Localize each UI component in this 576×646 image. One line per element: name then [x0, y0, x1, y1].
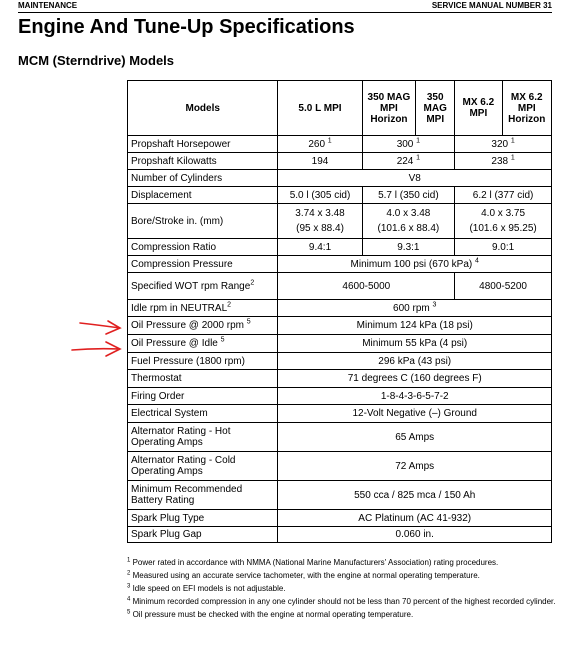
footnote-ref: 2	[250, 279, 255, 287]
column-header: Models	[128, 81, 278, 136]
footnote-ref: 3	[432, 301, 437, 309]
row-label: Oil Pressure @ Idle $^5$	[128, 335, 278, 353]
cell-value: 65 Amps	[278, 423, 552, 452]
column-header: MX 6.2 MPI	[455, 81, 502, 136]
table-row	[128, 510, 552, 527]
row-label: Propshaft Kilowatts	[128, 153, 278, 170]
row-label: Electrical System	[128, 405, 278, 423]
cell-value: 6.2 l (377 cid)	[455, 187, 552, 204]
table-row	[128, 452, 552, 481]
cell-value: 4800-5200	[455, 273, 552, 300]
cell-value: 296 kPa (43 psi)	[278, 353, 552, 370]
table-row	[128, 481, 552, 510]
table-row	[128, 300, 552, 317]
footnote-ref: 1	[416, 137, 421, 145]
table-row	[128, 187, 552, 204]
row-label: Alternator Rating - Cold Operating Amps	[128, 452, 278, 481]
row-label: Firing Order	[128, 388, 278, 405]
footnote-ref: 1	[416, 154, 421, 162]
footnote: $^2$ Measured using an accurate service tachometer, with the engine at normal operating temperature.	[127, 570, 480, 580]
section-subtitle: MCM (Sterndrive) Models	[18, 53, 175, 68]
column-header: 350 MAG MPI	[416, 81, 455, 136]
footnote-ref: 5	[220, 336, 225, 344]
table-row	[128, 170, 552, 187]
column-header: MX 6.2 MPI Horizon	[502, 81, 551, 136]
cell-value: 4600-5000	[278, 273, 455, 300]
cell-value: 320 $^1$	[455, 136, 552, 153]
cell-value: 224 $^1$	[362, 153, 455, 170]
cell-value: 0.060 in.	[278, 527, 552, 543]
cell-value: 550 cca / 825 mca / 150 Ah	[278, 481, 552, 510]
column-header: 5.0 L MPI	[278, 81, 362, 136]
row-label: Compression Ratio	[128, 239, 278, 256]
cell-value: V8	[278, 170, 552, 187]
footnote-ref: 4	[475, 257, 479, 265]
footnote-ref: 1	[327, 137, 332, 145]
cell-value: 194	[278, 153, 362, 170]
footnote-ref: 2	[227, 301, 232, 309]
footnote: $^4$ Minimum recorded compression in any one cylinder should not be less than 70 percent of the highest recorded cylinder.	[127, 596, 556, 606]
footnote: $^3$ Idle speed on EFI models is not adjustable.	[127, 583, 286, 593]
cell-value: 9.3:1	[362, 239, 455, 256]
row-label: Compression Pressure	[128, 256, 278, 273]
table-row	[128, 317, 552, 335]
row-label: Specified WOT rpm Range$^2$	[128, 273, 278, 300]
cell-value: 5.7 l (350 cid)	[362, 187, 455, 204]
arrow-stroke	[72, 342, 120, 356]
cell-value: 4.0 x 3.48 (101.6 x 88.4)	[362, 204, 455, 239]
table-row	[128, 388, 552, 405]
cell-value: 300 $^1$	[362, 136, 455, 153]
table-row	[128, 335, 552, 353]
cell-value: 238 $^1$	[455, 153, 552, 170]
row-label: Oil Pressure @ 2000 rpm $^5$	[128, 317, 278, 335]
column-header: 350 MAG MPI Horizon	[362, 81, 416, 136]
table-row	[128, 370, 552, 388]
manual-number: SERVICE MANUAL NUMBER 31	[431, 1, 552, 10]
arrow-stroke	[80, 321, 120, 334]
page-header	[18, 0, 552, 13]
table-row	[128, 239, 552, 256]
table-row	[128, 273, 552, 300]
cell-value: 9.4:1	[278, 239, 362, 256]
row-label: Spark Plug Gap	[128, 527, 278, 543]
row-label: Minimum Recommended Battery Rating	[128, 481, 278, 510]
table-row	[128, 153, 552, 170]
footnote-ref: 1	[510, 154, 515, 162]
cell-value: 9.0:1	[455, 239, 552, 256]
row-label: Propshaft Horsepower	[128, 136, 278, 153]
footnotes	[127, 557, 557, 622]
red-arrow-icon	[70, 339, 124, 359]
row-label: Idle rpm in NEUTRAL$^2$	[128, 300, 278, 317]
red-arrow-icon	[78, 319, 124, 337]
footnote: $^5$ Oil pressure must be checked with the engine at normal operating temperature.	[127, 609, 414, 619]
cell-value: Minimum 124 kPa (18 psi)	[278, 317, 552, 335]
row-label: Number of Cylinders	[128, 170, 278, 187]
footnote-ref: 5	[246, 318, 251, 326]
row-label: Bore/Stroke in. (mm)	[128, 204, 278, 239]
cell-value: 12-Volt Negative (–) Ground	[278, 405, 552, 423]
table-row	[128, 256, 552, 273]
row-label: Spark Plug Type	[128, 510, 278, 527]
section-label: MAINTENANCE	[18, 1, 78, 10]
page-title: Engine And Tune-Up Specifications	[18, 16, 355, 38]
specifications-table	[127, 80, 552, 543]
table-row	[128, 204, 552, 239]
row-label: Thermostat	[128, 370, 278, 388]
row-label: Alternator Rating - Hot Operating Amps	[128, 423, 278, 452]
cell-value: 72 Amps	[278, 452, 552, 481]
cell-value: 600 rpm $^3$	[278, 300, 552, 317]
cell-value: Minimum 55 kPa (4 psi)	[278, 335, 552, 353]
cell-value: 5.0 l (305 cid)	[278, 187, 362, 204]
cell-value: 260 $^1$	[278, 136, 362, 153]
cell-value: 4.0 x 3.75 (101.6 x 95.25)	[455, 204, 552, 239]
row-label: Displacement	[128, 187, 278, 204]
row-label: Fuel Pressure (1800 rpm)	[128, 353, 278, 370]
table-row	[128, 353, 552, 370]
cell-value: AC Platinum (AC 41-932)	[278, 510, 552, 527]
table-header-row	[128, 81, 552, 136]
cell-value: 71 degrees C (160 degrees F)	[278, 370, 552, 388]
footnote-ref: 1	[510, 137, 515, 145]
table-row	[128, 405, 552, 423]
table-row	[128, 423, 552, 452]
cell-value: 3.74 x 3.48 (95 x 88.4)	[278, 204, 362, 239]
cell-value: Minimum 100 psi (670 kPa) $^4$	[278, 256, 552, 273]
table-row	[128, 527, 552, 543]
table-row	[128, 136, 552, 153]
cell-value: 1-8-4-3-6-5-7-2	[278, 388, 552, 405]
footnote: $^1$ Power rated in accordance with NMMA (National Marine Manufacturers' Association) rating procedures.	[127, 557, 499, 567]
